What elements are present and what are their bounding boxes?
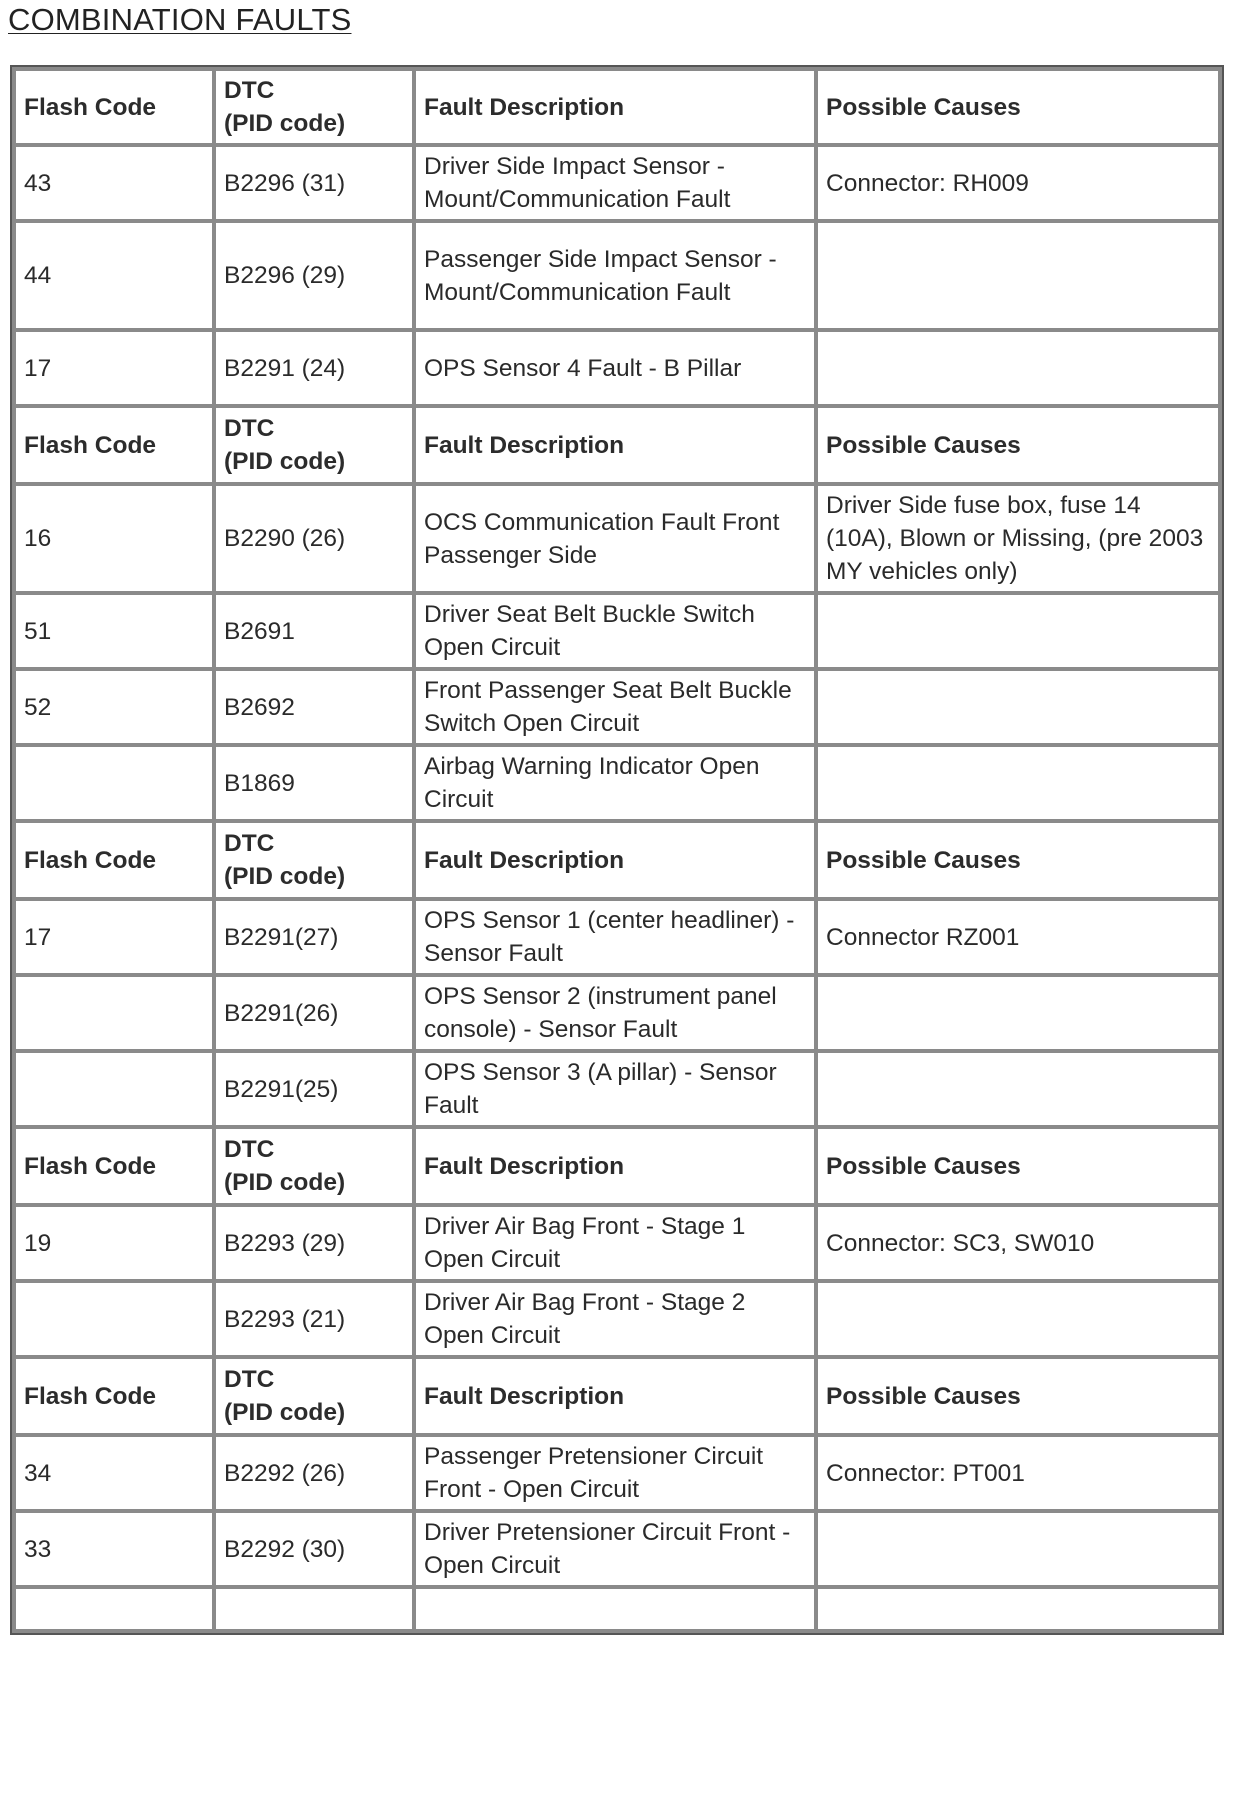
table-header-row — [14, 821, 1220, 899]
pid-code-header-label: (PID code) — [224, 1399, 346, 1426]
dtc-header — [214, 1127, 414, 1205]
flash-code-cell: 16 — [14, 484, 214, 593]
dtc-cell: B2691 — [214, 593, 414, 669]
flash-code-header: Flash Code — [14, 1127, 214, 1205]
flash-code-header: Flash Code — [14, 821, 214, 899]
possible-causes-cell — [816, 330, 1220, 406]
pid-code-header-label: (PID code) — [224, 863, 346, 890]
dtc-header-label: DTC — [224, 1366, 275, 1393]
pid-code-header-label: (PID code) — [224, 1169, 346, 1196]
table-row — [14, 593, 1220, 669]
possible-causes-cell: Driver Side fuse box, fuse 14 (10A), Blown or Missing, (pre 2003 MY vehicles only) — [816, 484, 1220, 593]
possible-causes-cell — [816, 593, 1220, 669]
dtc-cell: B2291 (24) — [214, 330, 414, 406]
dtc-header-label: DTC — [224, 415, 275, 442]
possible-causes-cell — [816, 1587, 1220, 1631]
possible-causes-cell — [816, 1511, 1220, 1587]
possible-causes-header: Possible Causes — [816, 1357, 1220, 1435]
flash-code-cell: 51 — [14, 593, 214, 669]
dtc-cell: B2291(26) — [214, 975, 414, 1051]
table-row — [14, 745, 1220, 821]
fault-description-header: Fault Description — [414, 406, 816, 484]
flash-code-cell — [14, 1281, 214, 1357]
dtc-cell: B2292 (26) — [214, 1435, 414, 1511]
dtc-header-label: DTC — [224, 1136, 275, 1163]
table-row — [14, 669, 1220, 745]
dtc-header — [214, 69, 414, 145]
table-row — [14, 330, 1220, 406]
fault-description-cell: OPS Sensor 2 (instrument panel console) - Sensor Fault — [414, 975, 816, 1051]
flash-code-cell — [14, 975, 214, 1051]
dtc-cell: B2292 (30) — [214, 1511, 414, 1587]
page-title: COMBINATION FAULTS — [8, 2, 352, 37]
dtc-cell — [214, 1587, 414, 1631]
fault-description-header: Fault Description — [414, 821, 816, 899]
flash-code-cell: 43 — [14, 145, 214, 221]
dtc-cell: B2291(27) — [214, 899, 414, 975]
table-header-row — [14, 1127, 1220, 1205]
flash-code-cell — [14, 745, 214, 821]
fault-description-header: Fault Description — [414, 69, 816, 145]
dtc-cell: B1869 — [214, 745, 414, 821]
fault-description-cell: Driver Air Bag Front - Stage 1 Open Circuit — [414, 1205, 816, 1281]
fault-description-cell — [414, 1587, 816, 1631]
table-row — [14, 1587, 1220, 1631]
flash-code-cell: 17 — [14, 899, 214, 975]
flash-code-cell: 33 — [14, 1511, 214, 1587]
flash-code-cell — [14, 1051, 214, 1127]
fault-description-cell: Passenger Pretensioner Circuit Front - Open Circuit — [414, 1435, 816, 1511]
possible-causes-cell — [816, 975, 1220, 1051]
dtc-cell: B2291(25) — [214, 1051, 414, 1127]
dtc-cell: B2692 — [214, 669, 414, 745]
fault-description-cell: OCS Communication Fault Front Passenger Side — [414, 484, 816, 593]
table-header-row — [14, 69, 1220, 145]
possible-causes-cell — [816, 669, 1220, 745]
fault-description-cell: OPS Sensor 3 (A pillar) - Sensor Fault — [414, 1051, 816, 1127]
possible-causes-cell: Connector: SC3, SW010 — [816, 1205, 1220, 1281]
fault-description-cell: Passenger Side Impact Sensor - Mount/Communication Fault — [414, 221, 816, 330]
flash-code-cell: 34 — [14, 1435, 214, 1511]
dtc-cell: B2296 (31) — [214, 145, 414, 221]
possible-causes-cell: Connector: RH009 — [816, 145, 1220, 221]
pid-code-header-label: (PID code) — [224, 110, 346, 137]
possible-causes-header: Possible Causes — [816, 69, 1220, 145]
flash-code-cell — [14, 1587, 214, 1631]
possible-causes-header: Possible Causes — [816, 1127, 1220, 1205]
fault-description-header: Fault Description — [414, 1127, 816, 1205]
table-row — [14, 1281, 1220, 1357]
table-row — [14, 484, 1220, 593]
fault-description-cell: Driver Air Bag Front - Stage 2 Open Circuit — [414, 1281, 816, 1357]
possible-causes-header: Possible Causes — [816, 821, 1220, 899]
possible-causes-cell — [816, 1051, 1220, 1127]
dtc-header — [214, 1357, 414, 1435]
table-row — [14, 1435, 1220, 1511]
table-row — [14, 145, 1220, 221]
pid-code-header-label: (PID code) — [224, 448, 346, 475]
dtc-header-label: DTC — [224, 830, 275, 857]
flash-code-header: Flash Code — [14, 1357, 214, 1435]
flash-code-header: Flash Code — [14, 69, 214, 145]
table-row — [14, 1205, 1220, 1281]
dtc-header — [214, 821, 414, 899]
possible-causes-cell: Connector: PT001 — [816, 1435, 1220, 1511]
table-row — [14, 1511, 1220, 1587]
dtc-cell: B2290 (26) — [214, 484, 414, 593]
dtc-cell: B2293 (29) — [214, 1205, 414, 1281]
fault-description-header: Fault Description — [414, 1357, 816, 1435]
table-row — [14, 1051, 1220, 1127]
fault-description-cell: OPS Sensor 4 Fault - B Pillar — [414, 330, 816, 406]
possible-causes-cell: Connector RZ001 — [816, 899, 1220, 975]
fault-description-cell: Driver Side Impact Sensor - Mount/Communication Fault — [414, 145, 816, 221]
flash-code-cell: 44 — [14, 221, 214, 330]
fault-description-cell: Driver Pretensioner Circuit Front - Open Circuit — [414, 1511, 816, 1587]
table-header-row — [14, 1357, 1220, 1435]
dtc-cell: B2296 (29) — [214, 221, 414, 330]
possible-causes-cell — [816, 745, 1220, 821]
dtc-header-label: DTC — [224, 77, 275, 104]
combination-faults-table — [12, 67, 1222, 1633]
table-row — [14, 221, 1220, 330]
possible-causes-header: Possible Causes — [816, 406, 1220, 484]
fault-description-cell: Front Passenger Seat Belt Buckle Switch Open Circuit — [414, 669, 816, 745]
flash-code-header: Flash Code — [14, 406, 214, 484]
possible-causes-cell — [816, 1281, 1220, 1357]
fault-description-cell: Driver Seat Belt Buckle Switch Open Circuit — [414, 593, 816, 669]
table-row — [14, 899, 1220, 975]
table-header-row — [14, 406, 1220, 484]
dtc-header — [214, 406, 414, 484]
fault-description-cell: OPS Sensor 1 (center headliner) - Sensor Fault — [414, 899, 816, 975]
flash-code-cell: 52 — [14, 669, 214, 745]
dtc-cell: B2293 (21) — [214, 1281, 414, 1357]
flash-code-cell: 19 — [14, 1205, 214, 1281]
flash-code-cell: 17 — [14, 330, 214, 406]
fault-description-cell: Airbag Warning Indicator Open Circuit — [414, 745, 816, 821]
table-row — [14, 975, 1220, 1051]
possible-causes-cell — [816, 221, 1220, 330]
